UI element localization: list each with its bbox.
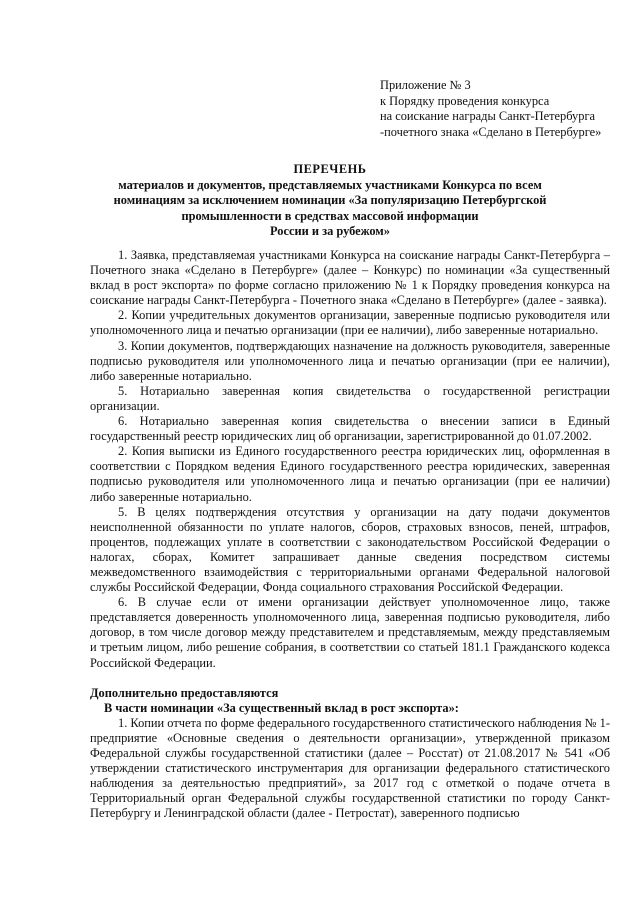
appendix-line-1: Приложение № 3 <box>380 78 471 92</box>
list-item: 6. В случае если от имени организации действует уполномоченное лицо, также представляется доверенность уполномоченного лица, заверенная подписью руководителя, либо договор, в том числе договор между представителем и представляемым, между представляемым и третьим лицом, либо решение собрания, в соответствии со статьей 181.1 Гражданского кодекса Российской Федерации. <box>90 595 610 670</box>
appendix-line-4: -почетного знака «Сделано в Петербурге» <box>380 124 602 139</box>
list-item: 2. Копии учредительных документов организации, заверенные подписью руководителя или уполномоченного лица и печатью организации (при ее наличии), либо заверенные нотариально. <box>90 308 610 338</box>
list-item: 1. Заявка, представляемая участниками Конкурса на соискание награды Санкт-Петербурга – Почетного знака «Сделано в Петербурге» (далее – Конкурс) по номинации «За существенный вклад в рост экспорта» по форме согласно приложению № 1 к Порядку проведения конкурса на соискание награды Санкт-Петербурга - Почетного знака «Сделано в Петербурге» (далее - заявка). <box>90 248 610 308</box>
title-sub-2: номинациям за исключением номинации «За популяризацию Петербургской <box>113 193 547 207</box>
additional-heading: Дополнительно предоставляются <box>90 685 279 700</box>
list-item: 5. Нотариально заверенная копия свидетельства о государственной регистрации организации. <box>90 383 610 413</box>
document-title <box>70 162 590 240</box>
list-item: 2. Копия выписки из Единого государственного реестра юридических лиц, оформленная в соответствии с Порядком ведения Единого государственного реестра юридических, заверенная подписью руководителя или уполномоченного лица и печатью организации (при ее наличии) либо заверенные нотариально. <box>90 444 610 504</box>
title-sub-1: материалов и документов, представляемых участниками Конкурса по всем <box>118 177 542 192</box>
title-sub-4: России и за рубежом» <box>270 224 390 238</box>
appendix-line-3: на соискание награды Санкт-Петербурга <box>380 109 596 123</box>
title-main: ПЕРЕЧЕНЬ <box>293 162 367 176</box>
title-sub-3: промышленности в средствах массовой информации <box>181 208 479 223</box>
additional-subheading: В части номинации «За существенный вклад в рост экспорта»: <box>104 700 459 715</box>
document-body <box>90 248 610 821</box>
list-item: 1. Копии отчета по форме федерального государственного статистического наблюдения № 1-предприятие «Основные сведения о деятельности организации», утвержденной приказом Федеральной службы государственной статистики (далее – Росстат) от 21.08.2017 № 541 «Об утверждении статистического инструментария для организации федерального статистического наблюдения за деятельностью предприятий», за 2017 год с отметкой о подаче отчета в Территориальный орган Федеральной службы государственной статистики по городу Санкт-Петербургу и Ленинградской области (далее - Петростат), заверенного подписью <box>90 715 610 821</box>
list-item: 6. Нотариально заверенная копия свидетельства о внесении записи в Единый государственный реестр юридических лиц об организации, зарегистрированной до 01.07.2002. <box>90 414 610 444</box>
list-item: 5. В целях подтверждения отсутствия у организации на дату подачи документов неисполненной обязанности по уплате налогов, сборов, страховых взносов, пеней, штрафов, процентов, подлежащих уплате в соответствии с законодательством Российской Федерации о налогах, сборах, Комитет запрашивает данные сведения посредством системы межведомственного взаимодействия с территориальными органами Федеральной налоговой службы Российской Федерации, Фонда социального страхования Российской Федерации. <box>90 504 610 595</box>
appendix-line-2: к Порядку проведения конкурса <box>380 93 550 108</box>
appendix-header <box>380 78 630 140</box>
section-spacer <box>90 671 610 686</box>
list-item: 3. Копии документов, подтверждающих назначение на должность руководителя, заверенные подписью руководителя или уполномоченного лица и печатью организации (при ее наличии), либо заверенные нотариально. <box>90 338 610 383</box>
